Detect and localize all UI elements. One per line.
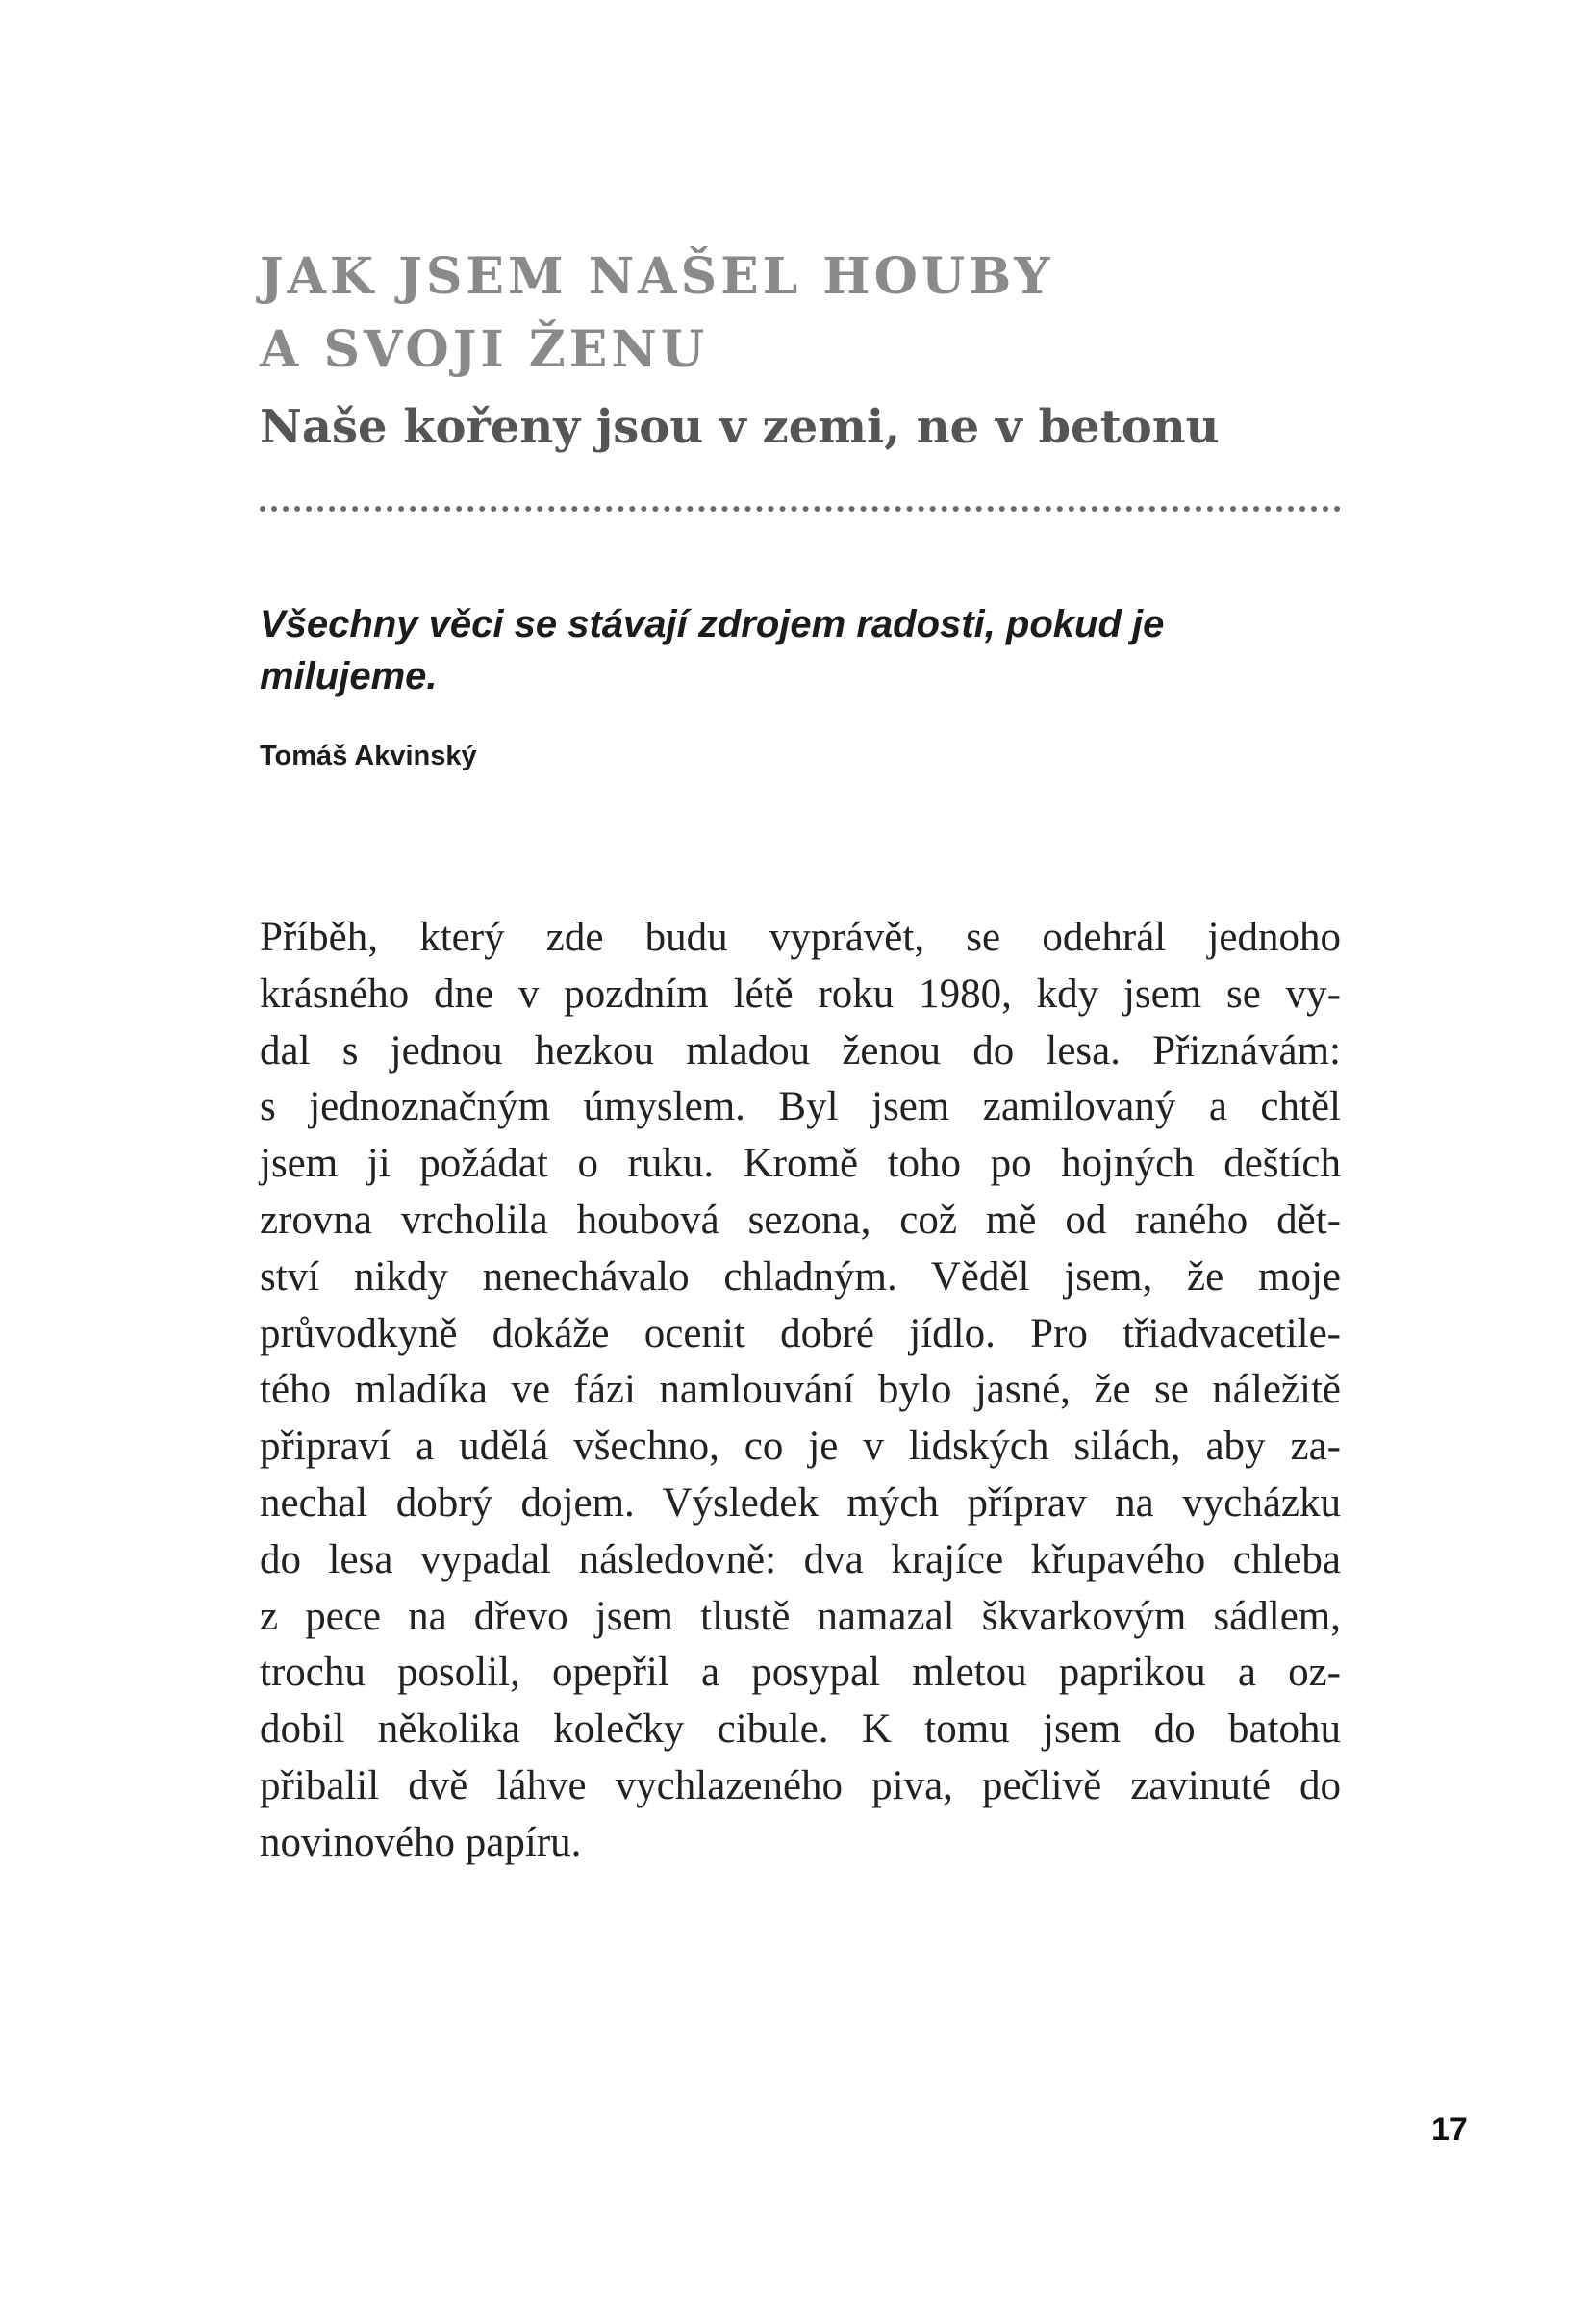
- body-line: přibalil dvě láhve vychlazeného piva, pečlivě zavinuté do: [260, 1762, 1341, 1808]
- body-line: krásného dne v pozdním létě roku 1980, kdy jsem se vy-: [260, 971, 1341, 1017]
- epigraph-author: Tomáš Akvinský: [260, 741, 477, 771]
- epigraph-quote-line: milujeme.: [260, 655, 438, 697]
- epigraph-quote-line: Všechny věci se stávají zdrojem radosti, pokud je: [260, 603, 1165, 645]
- body-line: dal s jednou hezkou mladou ženou do lesa. Přiznávám:: [260, 1027, 1341, 1074]
- body-paragraph: [260, 910, 1341, 1872]
- chapter-title-line: JAK JSEM NAŠEL HOUBY: [260, 247, 1054, 306]
- body-line: dobil několika kolečky cibule. K tomu jsem do batohu: [260, 1706, 1341, 1753]
- body-line: nechal dobrý dojem. Výsledek mých příprav na vycházku: [260, 1479, 1341, 1526]
- chapter-title: [260, 240, 1366, 387]
- body-line: zrovna vrcholila houbová sezona, což mě od raného dět-: [260, 1197, 1341, 1243]
- epigraph-quote: [260, 598, 1279, 702]
- chapter-subtitle: Naše kořeny jsou v zemi, ne v betonu: [260, 400, 1220, 454]
- body-line: jsem ji požádat o ruku. Kromě toho po hojných deštích: [260, 1141, 1341, 1187]
- body-line: Příběh, který zde budu vyprávět, se odehrál jednoho: [260, 915, 1341, 960]
- page-number: 17: [1431, 2111, 1468, 2148]
- body-line: s jednoznačným úmyslem. Byl jsem zamilovaný a chtěl: [260, 1084, 1341, 1130]
- chapter-title-line: A SVOJI ŽENU: [260, 320, 709, 379]
- body-line: trochu posolil, opepřil a posypal mletou paprikou a oz-: [260, 1650, 1341, 1696]
- body-line: ství nikdy nenechávalo chladným. Věděl jsem, že moje: [260, 1253, 1341, 1300]
- body-line: tého mladíka ve fázi namlouvání bylo jasné, že se náležitě: [260, 1367, 1341, 1413]
- dotted-divider: [260, 506, 1341, 512]
- body-line: do lesa vypadal následovně: dva krajíce křupavého chleba: [260, 1536, 1341, 1582]
- body-line: připraví a udělá všechno, co je v lidských silách, aby za-: [260, 1424, 1341, 1470]
- body-line: novinového papíru.: [260, 1819, 582, 1865]
- body-line: průvodkyně dokáže ocenit dobré jídlo. Pro třiadvacetile-: [260, 1310, 1341, 1356]
- body-line: z pece na dřevo jsem tlustě namazal škvarkovým sádlem,: [260, 1593, 1341, 1639]
